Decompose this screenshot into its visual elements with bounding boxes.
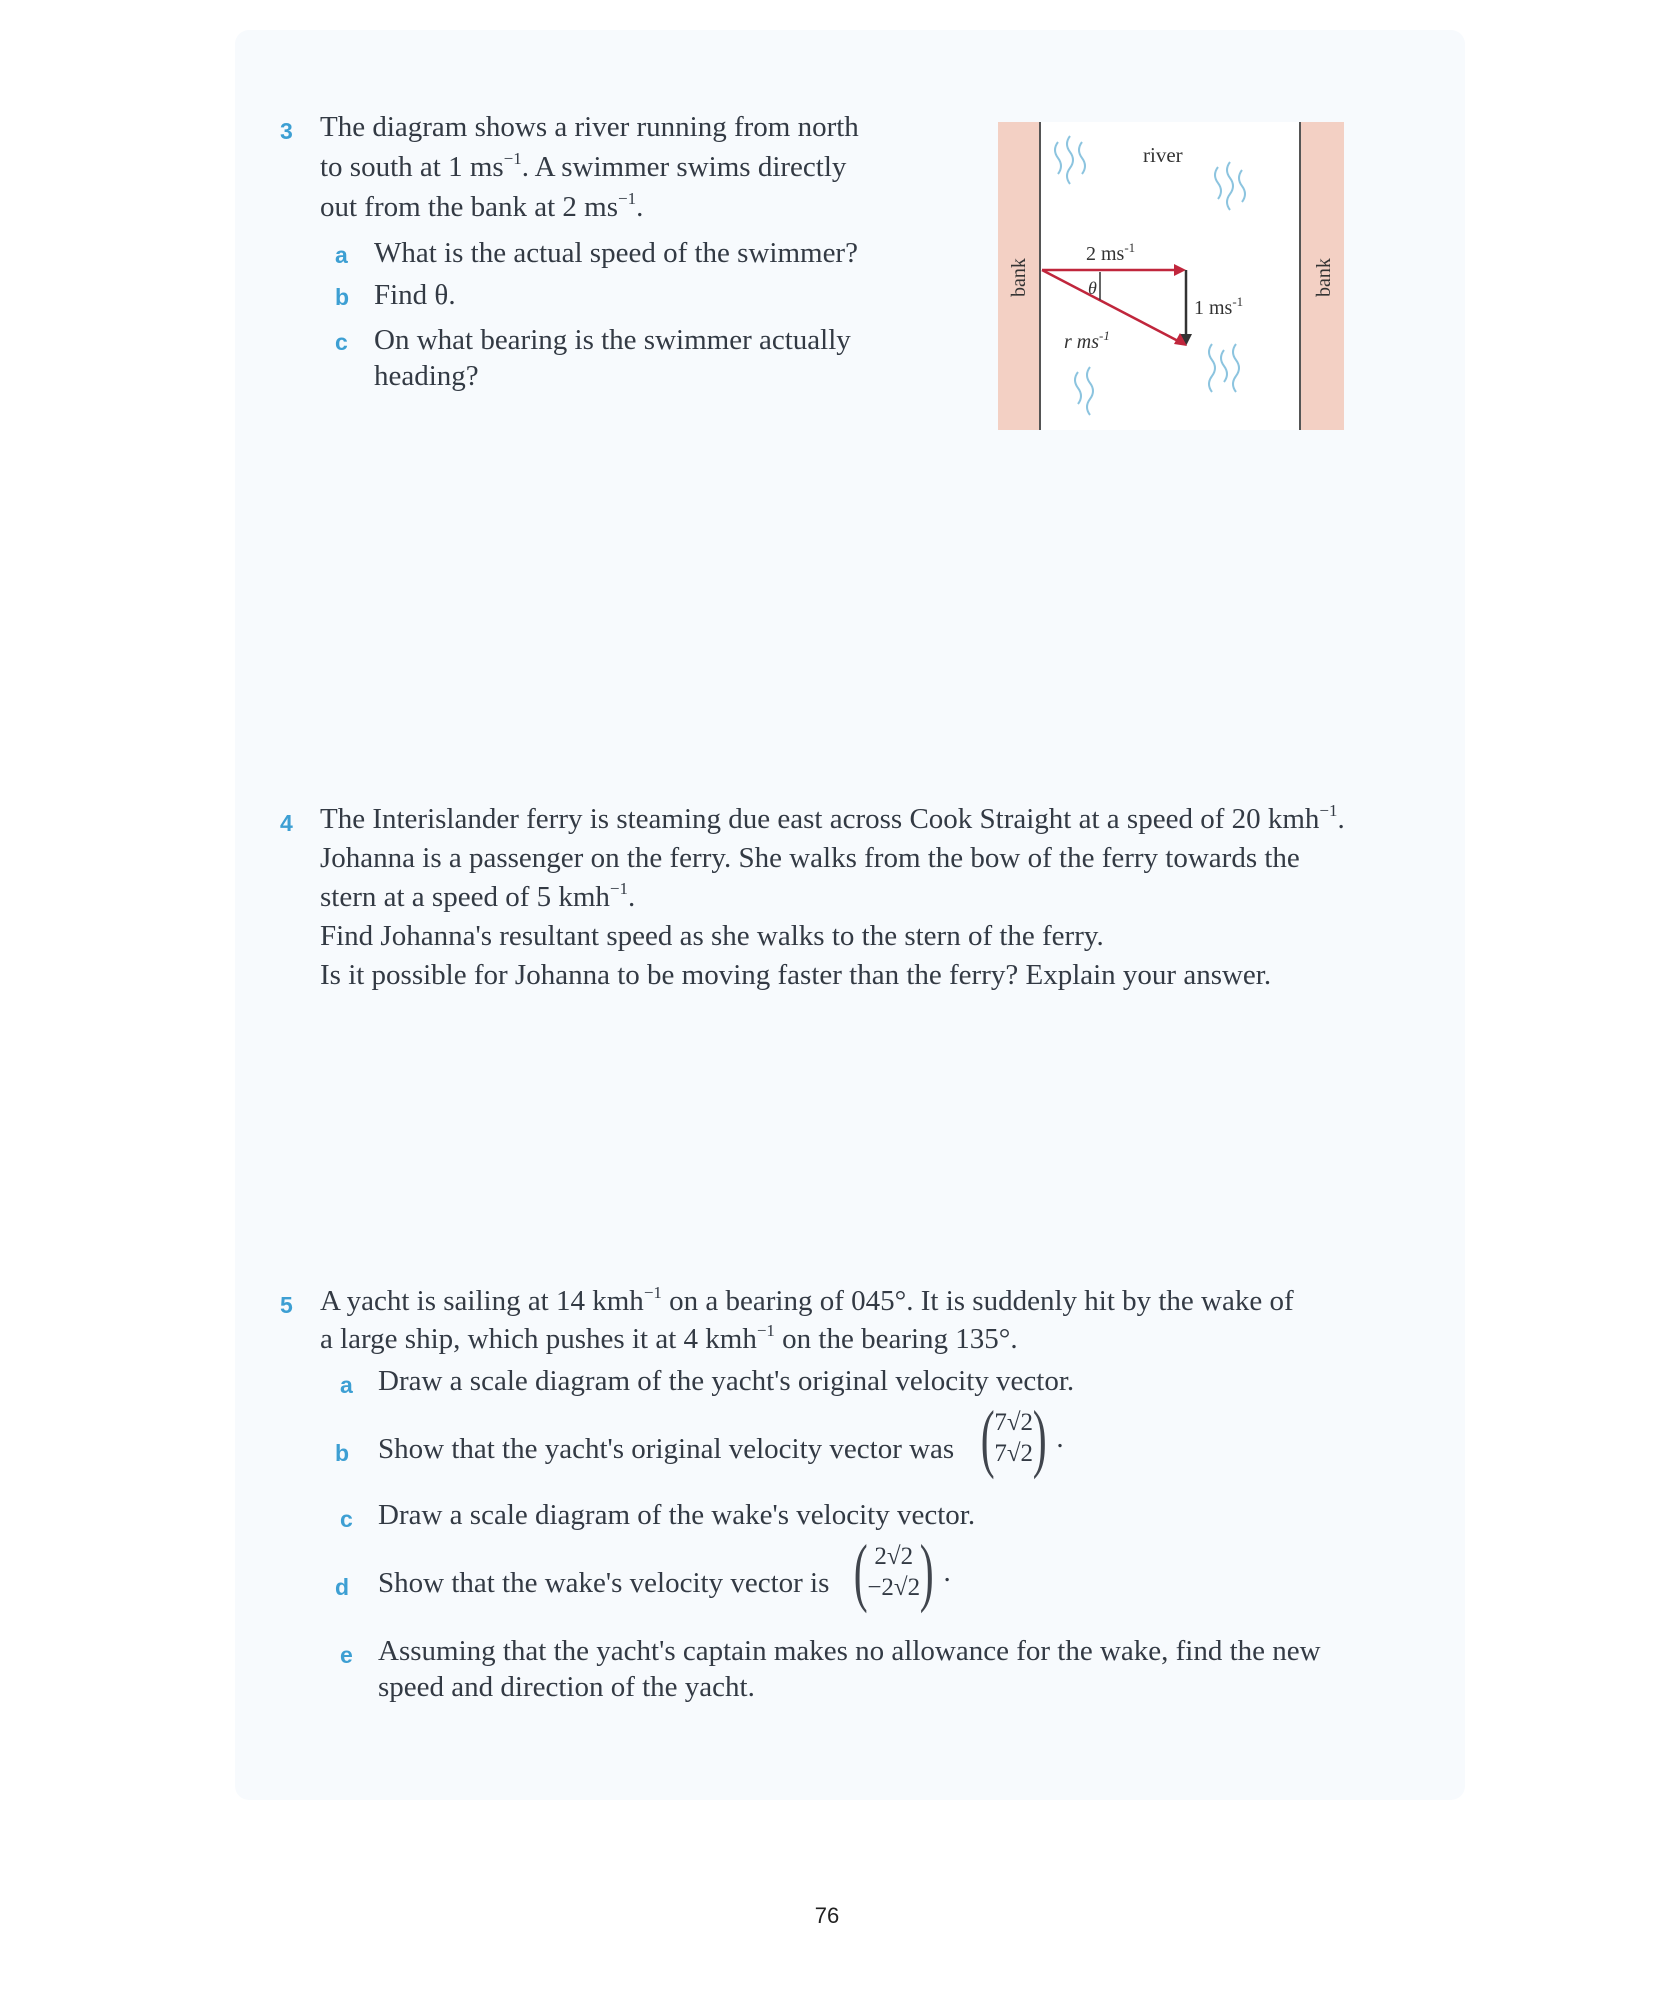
q4-line-4: Find Johanna's resultant speed as she walks to the stern of the ferry. <box>320 920 1104 952</box>
vector-end-punctuation: . <box>943 1555 951 1588</box>
part-letter-b: b <box>335 1440 350 1466</box>
q4-line-1: The Interislander ferry is steaming due east across Cook Straight at a speed of 20 kmh$^{-1}$. <box>320 801 1345 835</box>
q3-line-1: The diagram shows a river running from north <box>320 111 859 143</box>
q3-part-b: Find θ. <box>374 279 456 311</box>
q5-part-b: Show that the yacht's original velocity vector was <box>378 1433 955 1465</box>
q3-part-a: What is the actual speed of the swimmer? <box>374 237 858 269</box>
label-1ms: 1 $ms^{-1}$ <box>1194 294 1244 319</box>
part-letter-c: c <box>335 329 348 355</box>
question-number: 4 <box>280 810 293 836</box>
vector-component-top: 7√2 <box>994 1409 1034 1436</box>
bank-label-right: bank <box>1313 258 1335 297</box>
q3-line-3: out from the bank at 2 $ms^{-1}$. <box>320 189 644 223</box>
vector-component-top: 2√2 <box>874 1543 914 1570</box>
part-letter-d: d <box>335 1574 350 1600</box>
part-letter-c: c <box>340 1506 353 1532</box>
question-5 <box>280 1282 1400 1722</box>
river-label: river <box>1143 143 1183 167</box>
q3-part-c-cont: heading? <box>374 360 479 392</box>
page-number: 76 <box>814 1903 840 1928</box>
q5-part-c: Draw a scale diagram of the wake's velocity vector. <box>378 1499 976 1531</box>
bank-label-left: bank <box>1008 258 1030 297</box>
river-diagram <box>998 122 1344 432</box>
vector-component-bottom: −2√2 <box>867 1574 921 1601</box>
label-2ms: 2 $ms^{-1}$ <box>1086 240 1136 265</box>
vector-end-punctuation: . <box>1056 1421 1064 1454</box>
q5-part-e: Assuming that the yacht's captain makes no allowance for the wake, find the new <box>378 1635 1321 1667</box>
vector-component-bottom: 7√2 <box>994 1440 1034 1467</box>
label-r: r $ms^{-1}$ <box>1064 328 1110 353</box>
q5-line-2: a large ship, which pushes it at 4 kmh$^{-1}$ on the bearing 135°. <box>320 1321 1018 1355</box>
q4-line-3: stern at a speed of 5 kmh$^{-1}$. <box>320 879 636 913</box>
wake-velocity-vector: ( 2√2 −2√2 ) . <box>853 1530 951 1614</box>
question-number: 5 <box>280 1292 293 1318</box>
river-water <box>1040 122 1300 430</box>
q3-line-2: to south at 1 $ms^{-1}$. A swimmer swims directly <box>320 149 847 183</box>
question-number: 3 <box>280 118 293 144</box>
original-velocity-vector: ( 7√2 7√2 ) . <box>980 1396 1064 1480</box>
part-letter-b: b <box>335 284 350 310</box>
part-letter-e: e <box>340 1642 353 1668</box>
q5-line-1: A yacht is sailing at 14 kmh$^{-1}$ on a bearing of 045°. It is suddenly hit by the wake of <box>320 1283 1294 1317</box>
q3-part-c: On what bearing is the swimmer actually <box>374 324 851 356</box>
q5-part-a: Draw a scale diagram of the yacht's original velocity vector. <box>378 1365 1075 1397</box>
q4-line-2: Johanna is a passenger on the ferry. She walks from the bow of the ferry towards the <box>320 842 1300 874</box>
part-letter-a: a <box>340 1372 353 1398</box>
q5-part-d: Show that the wake's velocity vector is <box>378 1567 830 1599</box>
label-theta: θ <box>1088 278 1097 298</box>
part-letter-a: a <box>335 242 348 268</box>
q4-line-5: Is it possible for Johanna to be moving faster than the ferry? Explain your answer. <box>320 959 1272 991</box>
q5-part-e-cont: speed and direction of the yacht. <box>378 1671 755 1703</box>
